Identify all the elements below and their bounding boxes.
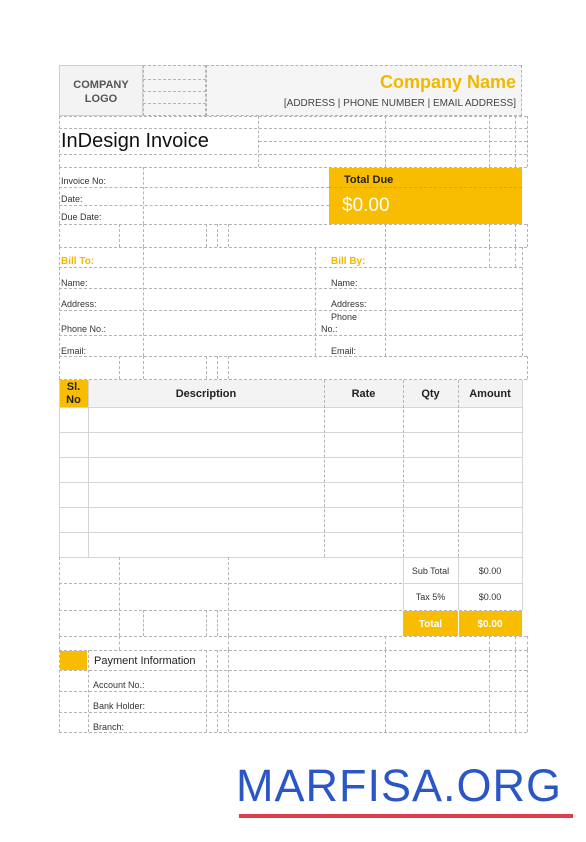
col-rate: Rate xyxy=(351,388,376,400)
bill-to-phone-label: Phone No.: xyxy=(61,324,107,334)
total-value: $0.00 xyxy=(477,619,503,630)
col-sl-line2: No xyxy=(66,394,81,406)
table-row[interactable] xyxy=(60,433,522,457)
invoice-no-label: Invoice No: xyxy=(61,176,107,186)
table-row[interactable] xyxy=(60,408,522,432)
bill-to-address-label: Address: xyxy=(61,299,97,309)
bill-by-heading: Bill By: xyxy=(331,256,366,267)
table-row[interactable] xyxy=(60,458,522,482)
payment-heading: Payment Information xyxy=(94,655,196,667)
bill-by-address-label: Address: xyxy=(331,299,367,309)
invoice-title: InDesign Invoice xyxy=(61,130,209,152)
logo-box xyxy=(59,65,143,116)
tax-label: Tax 5% xyxy=(415,592,446,602)
bill-to-email-label: Email: xyxy=(61,346,87,356)
table-row[interactable] xyxy=(60,508,522,532)
account-no-label: Account No.: xyxy=(93,680,145,690)
logo-text-line2: LOGO xyxy=(84,93,118,105)
table-row[interactable] xyxy=(60,533,522,557)
col-description: Description xyxy=(175,388,237,400)
date-label: Date: xyxy=(61,194,83,204)
subtotal-label: Sub Total xyxy=(411,566,450,576)
company-contact: [ADDRESS | PHONE NUMBER | EMAIL ADDRESS] xyxy=(283,98,516,109)
bill-to-heading: Bill To: xyxy=(61,256,95,267)
tax-value: $0.00 xyxy=(478,592,502,602)
total-due-label: Total Due xyxy=(344,174,394,186)
total-label: Total xyxy=(418,619,443,630)
invoice-header xyxy=(59,65,522,116)
subtotal-value: $0.00 xyxy=(478,566,502,576)
logo-text-line1: COMPANY xyxy=(73,79,129,91)
col-amount: Amount xyxy=(469,388,511,400)
bill-to-name-label: Name: xyxy=(61,278,88,288)
watermark-logo: MARFISA.ORG xyxy=(236,760,563,811)
table-row[interactable] xyxy=(60,483,522,507)
due-date-label: Due Date: xyxy=(61,212,102,222)
col-qty: Qty xyxy=(421,388,440,400)
bank-holder-label: Bank Holder: xyxy=(93,701,146,711)
watermark-underline xyxy=(239,814,573,818)
bill-by-name-label: Name: xyxy=(331,278,358,288)
bill-by-phone-label-line2: No.: xyxy=(321,324,338,334)
total-due-value: $0.00 xyxy=(342,195,390,216)
bill-by-email-label: Email: xyxy=(331,346,357,356)
company-name: Company Name xyxy=(379,72,516,92)
bill-by-phone-label-line1: Phone xyxy=(331,312,358,322)
col-sl-line1: Sl. xyxy=(66,381,81,393)
payment-accent-block xyxy=(60,651,87,670)
total-due-box xyxy=(329,168,522,224)
branch-label: Branch: xyxy=(93,722,125,732)
